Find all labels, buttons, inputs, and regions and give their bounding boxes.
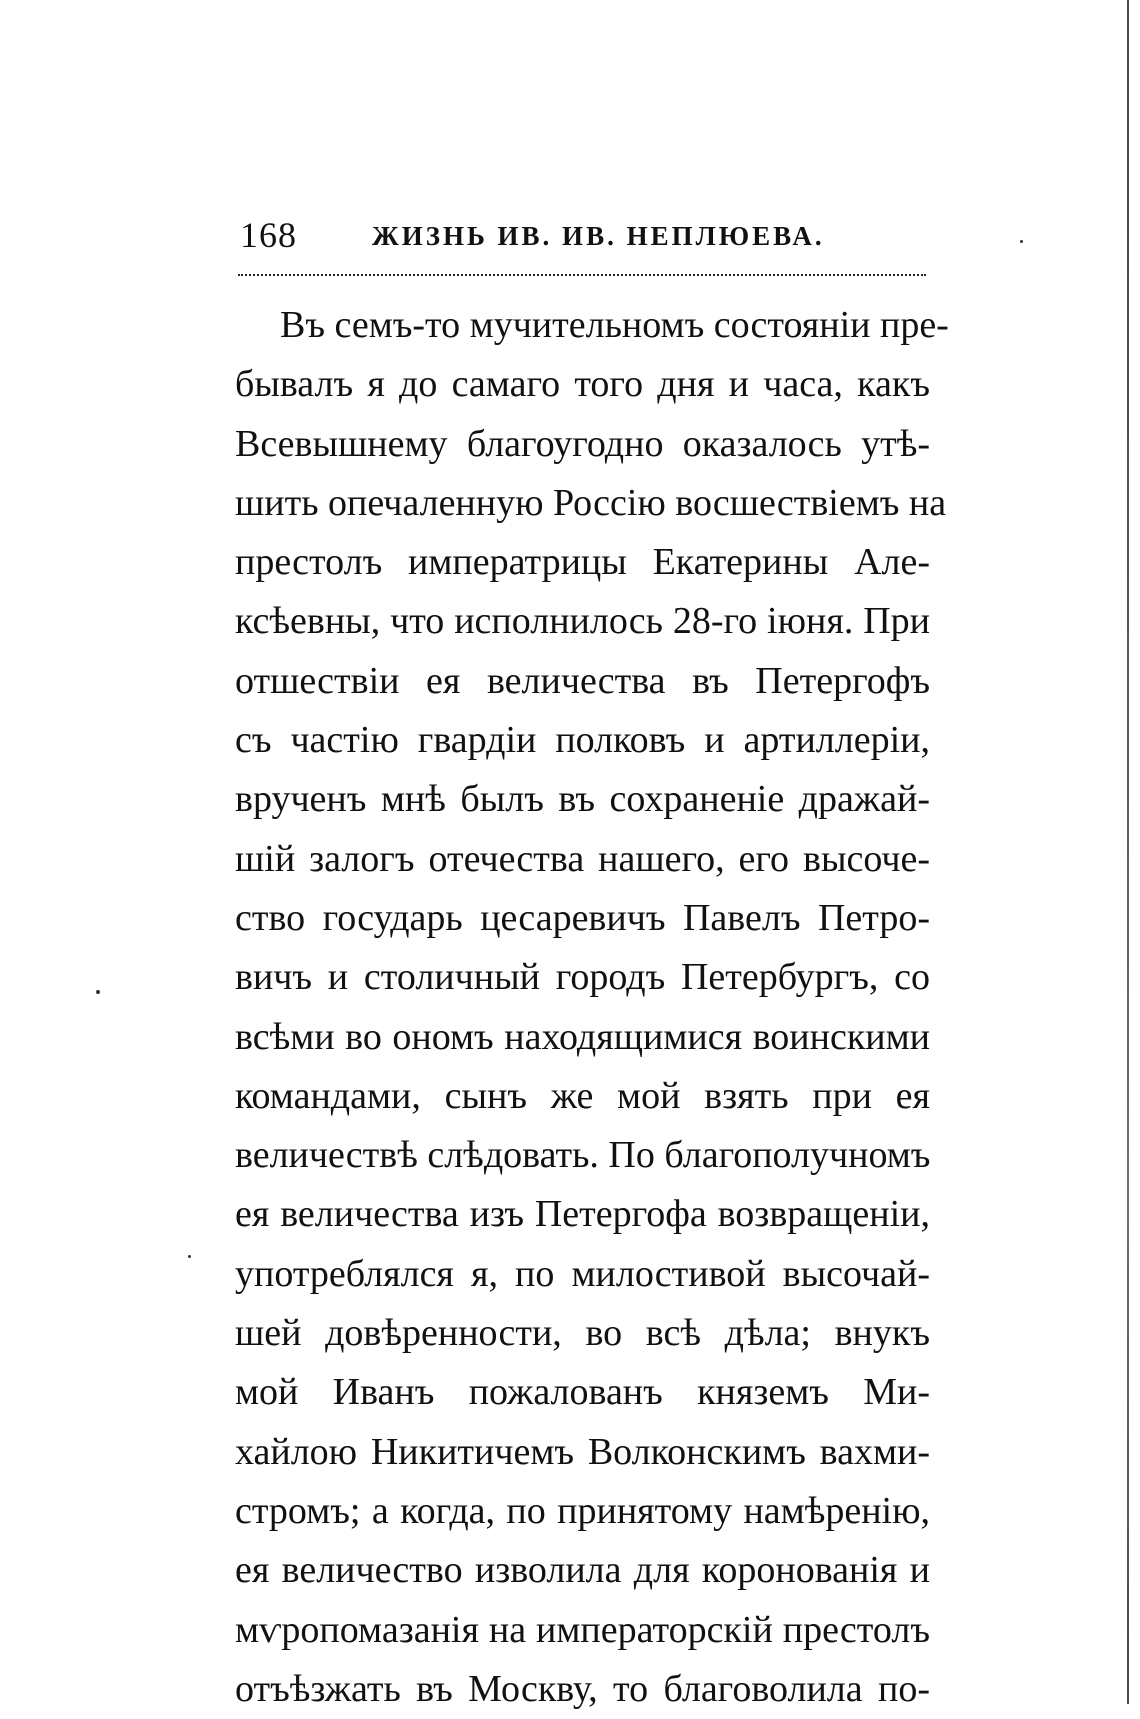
header-divider	[238, 274, 926, 278]
text-line: ея величество изволила для коронованія и	[235, 1549, 930, 1592]
text-line: ство государь цесаревичъ Павелъ Петро-	[235, 896, 930, 939]
text-line: хайлою Никитичемъ Волконскимъ вахми-	[235, 1430, 930, 1473]
text-line: командами, сынъ же мой взять при ея	[235, 1074, 930, 1117]
text-line: Въ семъ-то мучительномъ состояніи пре-	[280, 304, 949, 346]
text-line: употреблялся я, по милостивой высочай-	[235, 1252, 930, 1295]
text-line: престолъ императрицы Екатерины Але-	[235, 541, 930, 584]
running-title: ЖИЗНЬ ИВ. ИВ. НЕПЛЮЕВА.	[372, 221, 825, 251]
text-line: всѣми во ономъ находящимися воинскими	[235, 1015, 930, 1058]
body-text	[235, 296, 949, 1719]
text-line: шій залогъ отечества нашего, его высоче-	[235, 837, 930, 880]
text-line: величествѣ слѣдовать. По благополучномъ	[235, 1134, 931, 1177]
scan-speck	[96, 990, 100, 994]
text-line: мой Иванъ пожалованъ княземъ Ми-	[235, 1371, 930, 1414]
text-line: вичъ и столичный городъ Петербургъ, со	[235, 956, 930, 999]
text-line: отшествіи ея величества въ Петергофъ	[235, 659, 930, 702]
text-line: стромъ; а когда, по принятому намѣренію,	[235, 1489, 930, 1532]
page-number: 168	[240, 215, 297, 255]
text-line: мѵропомазанія на императорскій престолъ	[235, 1608, 930, 1651]
text-line: ея величества изъ Петергофа возвращеніи,	[235, 1193, 930, 1236]
text-line: отъѣзжать въ Москву, то благоволила по-	[235, 1667, 930, 1710]
text-line: шей довѣренности, во всѣ дѣла; внукъ	[235, 1312, 930, 1355]
text-line: Всевышнему благоугодно оказалось утѣ-	[235, 422, 930, 465]
text-line: ксѣевны, что исполнилось 28-го іюня. При	[235, 600, 930, 643]
text-line: врученъ мнѣ былъ въ сохраненіе дражай-	[235, 778, 930, 821]
scan-speck	[188, 1255, 191, 1258]
text-line: шить опечаленную Россію восшествіемъ на	[235, 481, 947, 524]
text-line: съ частію гвардіи полковъ и артиллеріи,	[235, 719, 930, 762]
page-edge-shadow	[1127, 0, 1129, 1704]
text-line: бывалъ я до самаго того дня и часа, какъ	[235, 363, 930, 406]
page-header	[240, 210, 930, 260]
scan-speck	[1020, 240, 1023, 243]
